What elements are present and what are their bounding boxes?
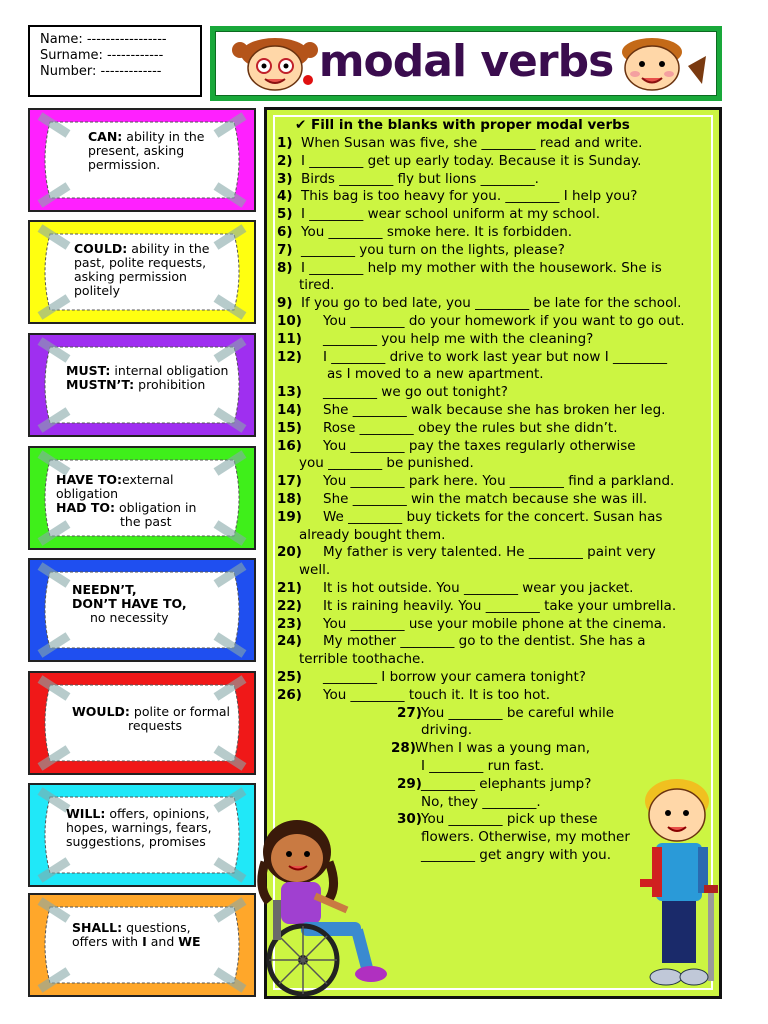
question-number: 30) (397, 811, 422, 828)
question-number: 17) (277, 473, 302, 490)
question-number: 21) (277, 580, 302, 596)
question-continuation (421, 721, 472, 739)
question-text[interactable]: She ________ walk because she has broken her leg. (323, 402, 666, 418)
question-item (277, 419, 618, 437)
instruction-text: Fill in the blanks with proper modal verbs (311, 117, 630, 133)
question-text[interactable]: You ________ use your mobile phone at the cinema. (323, 615, 667, 632)
question-number: 25) (277, 669, 302, 685)
question-item (277, 597, 676, 615)
question-item (277, 615, 666, 633)
question-number: 2) (277, 152, 293, 169)
question-text[interactable]: She ________ win the match because she was ill. (323, 491, 648, 507)
question-item (277, 632, 646, 650)
card-have-to-text: HAVE TO:external obligation HAD TO: obligation in the past (56, 472, 197, 529)
exercise-instruction (295, 117, 630, 133)
card-must-text: MUST: internal obligation MUSTN’T: prohibition (66, 363, 229, 392)
question-number: 11) (277, 330, 302, 347)
title-banner-inner (215, 31, 717, 96)
question-item (277, 187, 637, 205)
question-item (397, 810, 598, 828)
card-would (28, 671, 256, 775)
question-item (277, 579, 633, 597)
question-item (277, 259, 662, 277)
question-text[interactable]: This bag is too heavy for you. ________ I help you? (301, 188, 638, 205)
exercise-panel (264, 107, 722, 999)
title-banner (210, 26, 722, 101)
question-text[interactable]: I ________ help my mother with the housework. She is (301, 259, 662, 276)
card-will-text: WILL: offers, opinions, hopes, warnings, fears, suggestions, promises (66, 806, 212, 849)
question-item (277, 294, 681, 312)
question-number: 20) (277, 544, 302, 561)
question-text[interactable]: Birds ________ fly but lions ________. (301, 170, 539, 187)
question-text[interactable]: already bought them. (299, 526, 446, 543)
boy-face-icon (602, 36, 712, 94)
question-number: 14) (277, 402, 302, 418)
surname-field[interactable]: Surname: ------------ (40, 48, 164, 63)
question-text[interactable]: I ________ run fast. (421, 758, 545, 774)
question-number: 26) (277, 686, 302, 703)
question-text[interactable]: tired. (299, 277, 335, 294)
question-number: 28) (391, 740, 416, 757)
card-shall (28, 893, 256, 997)
card-could (28, 220, 256, 324)
question-continuation (299, 526, 445, 544)
question-item (277, 152, 641, 170)
card-neednt-text: NEEDN’T, DON’T HAVE TO, no necessity (72, 582, 187, 625)
question-continuation (421, 793, 541, 811)
question-text[interactable]: ________ get angry with you. (421, 847, 612, 863)
question-number: 19) (277, 508, 302, 525)
question-text[interactable]: you ________ be punished. (299, 455, 474, 472)
girl-in-wheelchair-icon (255, 810, 395, 1000)
question-text[interactable]: ________ you turn on the lights, please? (301, 241, 565, 258)
question-number: 8) (277, 259, 293, 276)
question-number: 15) (277, 419, 302, 436)
question-item (277, 668, 586, 686)
question-item (277, 205, 600, 223)
question-continuation (421, 757, 544, 775)
question-continuation (299, 276, 334, 294)
question-number: 27) (397, 704, 422, 721)
question-number: 4) (277, 188, 293, 205)
question-item (277, 170, 539, 188)
question-number: 18) (277, 491, 302, 507)
question-item (277, 437, 636, 455)
question-text[interactable]: ________ elephants jump? (421, 775, 592, 792)
student-info-box (28, 25, 202, 97)
card-have-to (28, 446, 256, 550)
checkmark-icon: ✔ (295, 117, 307, 133)
question-number: 3) (277, 170, 293, 187)
question-text[interactable]: flowers. Otherwise, my mother (421, 829, 630, 846)
question-text[interactable]: I ________ get up early today. Because it is Sunday. (301, 152, 642, 169)
question-text[interactable]: You ________ touch it. It is too hot. (323, 686, 551, 703)
card-can (28, 108, 256, 212)
question-text[interactable]: driving. (421, 722, 473, 739)
question-number: 7) (277, 241, 293, 258)
question-number: 6) (277, 224, 293, 240)
question-text[interactable]: ________ I borrow your camera tonight? (323, 669, 586, 685)
question-text[interactable]: as I moved to a new apartment. (327, 366, 544, 383)
question-continuation (299, 561, 330, 579)
page-title: modal verbs (318, 36, 614, 87)
question-item (277, 472, 674, 490)
name-field[interactable]: Name: ----------------- (40, 32, 167, 47)
question-item (391, 739, 590, 757)
question-item (397, 775, 591, 793)
question-text[interactable]: ________ you help me with the cleaning? (323, 330, 594, 347)
question-continuation (421, 828, 630, 846)
question-text[interactable]: It is hot outside. You ________ wear you jacket. (323, 580, 634, 596)
question-item (277, 330, 593, 348)
question-item (277, 383, 508, 401)
question-text[interactable]: terrible toothache. (299, 651, 425, 668)
number-field[interactable]: Number: ------------- (40, 64, 162, 79)
question-number: 13) (277, 384, 302, 401)
question-text[interactable]: When Susan was five, she ________ read and write. (301, 135, 643, 151)
question-text[interactable]: If you go to bed late, you ________ be late for the school. (301, 295, 682, 312)
card-would-text: WOULD: polite or formal requests (72, 704, 231, 733)
card-will (28, 783, 256, 887)
question-item (277, 348, 667, 366)
question-number: 16) (277, 437, 302, 454)
question-item (397, 704, 614, 722)
question-text[interactable]: well. (299, 562, 331, 579)
question-item (277, 223, 572, 241)
question-item (277, 401, 665, 419)
card-can-text: CAN: ability in the present, asking permission. (88, 129, 205, 172)
question-number: 24) (277, 633, 302, 650)
question-number: 29) (397, 775, 422, 792)
question-text[interactable]: ________ we go out tonight? (323, 384, 508, 401)
question-continuation (299, 454, 474, 472)
question-continuation (421, 846, 611, 864)
question-text[interactable]: When I was a young man, (415, 740, 591, 757)
question-text[interactable]: It is raining heavily. You ________ take your umbrella. (323, 597, 677, 614)
card-could-text: COULD: ability in the past, polite requests, asking permission politely (74, 241, 210, 298)
question-text[interactable]: My father is very talented. He ________ paint very (323, 544, 656, 561)
question-text[interactable]: You ________ pay the taxes regularly otherwise (323, 437, 636, 454)
boy-with-crutch-icon (632, 775, 727, 999)
question-text[interactable]: You ________ pick up these (421, 811, 598, 828)
question-number: 5) (277, 206, 293, 223)
question-text[interactable]: You ________ be careful while (421, 704, 615, 721)
question-number: 23) (277, 615, 302, 632)
question-text[interactable]: My mother ________ go to the dentist. She has a (323, 633, 646, 650)
question-text[interactable]: You ________ do your homework if you want to go out. (323, 313, 685, 329)
question-continuation (299, 650, 425, 668)
question-text[interactable]: You ________ smoke here. It is forbidden. (301, 224, 573, 240)
question-text[interactable]: I ________ wear school uniform at my school. (301, 206, 601, 223)
question-continuation (327, 365, 544, 383)
question-item (277, 543, 656, 561)
question-text[interactable]: I ________ drive to work last year but now I ________ (323, 348, 668, 365)
question-text[interactable]: No, they ________. (421, 793, 541, 810)
question-text[interactable]: Rose ________ obey the rules but she didn’t. (323, 419, 618, 436)
question-item (277, 490, 647, 508)
question-item (277, 241, 565, 259)
question-number: 9) (277, 295, 293, 312)
question-text[interactable]: We ________ buy tickets for the concert. Susan has (323, 508, 663, 525)
question-item (277, 134, 642, 152)
question-item (277, 508, 662, 526)
question-number: 10) (277, 313, 302, 329)
question-text[interactable]: You ________ park here. You ________ find a parkland. (323, 473, 675, 490)
question-item (277, 312, 685, 330)
question-number: 1) (277, 135, 293, 151)
question-item (277, 686, 550, 704)
card-shall-text: SHALL: questions, offers with I and WE (72, 920, 201, 949)
card-neednt (28, 558, 256, 662)
card-must (28, 333, 256, 437)
question-number: 22) (277, 597, 302, 614)
question-number: 12) (277, 348, 302, 365)
